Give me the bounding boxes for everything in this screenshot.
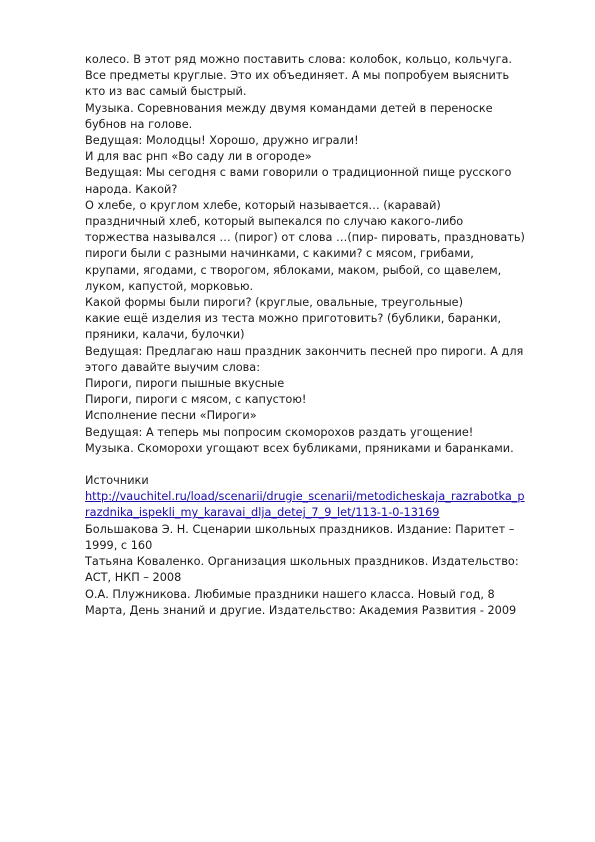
body-text-line: Какой формы были пироги? (круглые, овальные, треугольные)	[85, 296, 463, 310]
body-text-line: торжества назывался … (пирог) от слова …(пир- пировать, праздновать)	[85, 231, 525, 245]
body-text-line: Ведущая: Предлагаю наш праздник закончить песней про пироги. А для	[85, 344, 524, 358]
body-text-line: Исполнение песни «Пироги»	[85, 409, 257, 423]
body-text-line: пироги были с разными начинками, с какими? с мясом, грибами,	[85, 247, 474, 261]
body-text-line: Ведущая: Молодцы! Хорошо, дружно играли!	[85, 134, 359, 148]
body-text-line: бубнов на голове.	[85, 117, 193, 131]
body-text-line: Ведущая: Мы сегодня с вами говорили о традиционной пище русского	[85, 166, 512, 180]
sources-heading: Источники	[85, 474, 149, 488]
body-text-line: какие ещё изделия из теста можно приготовить? (бублики, баранки,	[85, 312, 502, 326]
source-link[interactable]	[85, 489, 555, 521]
body-text-line: луком, капустой, морковью.	[85, 279, 254, 293]
body-text-line: Музыка. Скоморохи угощают всех бубликами, пряниками и баранками.	[85, 441, 514, 455]
body-text-line: Ведущая: А теперь мы попросим скоморохов раздать угощение!	[85, 425, 474, 439]
body-text-line: праздничный хлеб, который выпекался по случаю какого-либо	[85, 215, 464, 229]
body-text-line: Пироги, пироги с мясом, с капустою!	[85, 393, 307, 407]
body-text-line: О хлебе, о круглом хлебе, который называется… (каравай)	[85, 198, 441, 212]
source-citation-line: Татьяна Коваленко. Организация школьных праздников. Издательство:	[85, 555, 519, 569]
body-text-line: кто из вас самый быстрый.	[85, 85, 247, 99]
source-link-line[interactable]: razdnika_ispekli_my_karavai_dlja_detej_7_9_let/113-1-0-13169	[85, 506, 440, 520]
body-text-line: колесо. В этот ряд можно поставить слова: колобок, кольцо, кольчуга.	[85, 53, 513, 66]
body-text-line: Музыка. Соревнования между двумя командами детей в переноске	[85, 101, 493, 115]
body-text-line: И для вас рнп «Во саду ли в огороде»	[85, 150, 312, 164]
body-text-line: Все предметы круглые. Это их объединяет. А мы попробуем выяснить	[85, 69, 510, 83]
page-content	[85, 52, 555, 619]
source-citation-line: Большакова Э. Н. Сценарии школьных праздников. Издание: Паритет –	[85, 522, 515, 536]
body-text-line: пряники, калачи, булочки)	[85, 328, 245, 342]
body-text-line: этого давайте выучим слова:	[85, 360, 261, 374]
source-citation-line: АСТ, НКП – 2008	[85, 571, 182, 585]
source-citation-line: О.А. Плужникова. Любимые праздники нашего класса. Новый год, 8	[85, 587, 495, 601]
body-text-line: Пироги, пироги пышные вкусные	[85, 377, 285, 391]
body-text-line: народа. Какой?	[85, 182, 178, 196]
source-link-line[interactable]: http://vauchitel.ru/load/scenarii/drugie_scenarii/metodicheskaja_razrabotka_p	[85, 490, 525, 504]
body-text-line: крупами, ягодами, с творогом, яблоками, маком, рыбой, со щавелем,	[85, 263, 502, 277]
source-citation-line: Марта, День знаний и другие. Издательство: Академия Развития - 2009	[85, 603, 517, 617]
source-citation-line: 1999, с 160	[85, 538, 153, 552]
paragraph-gap	[85, 457, 555, 473]
